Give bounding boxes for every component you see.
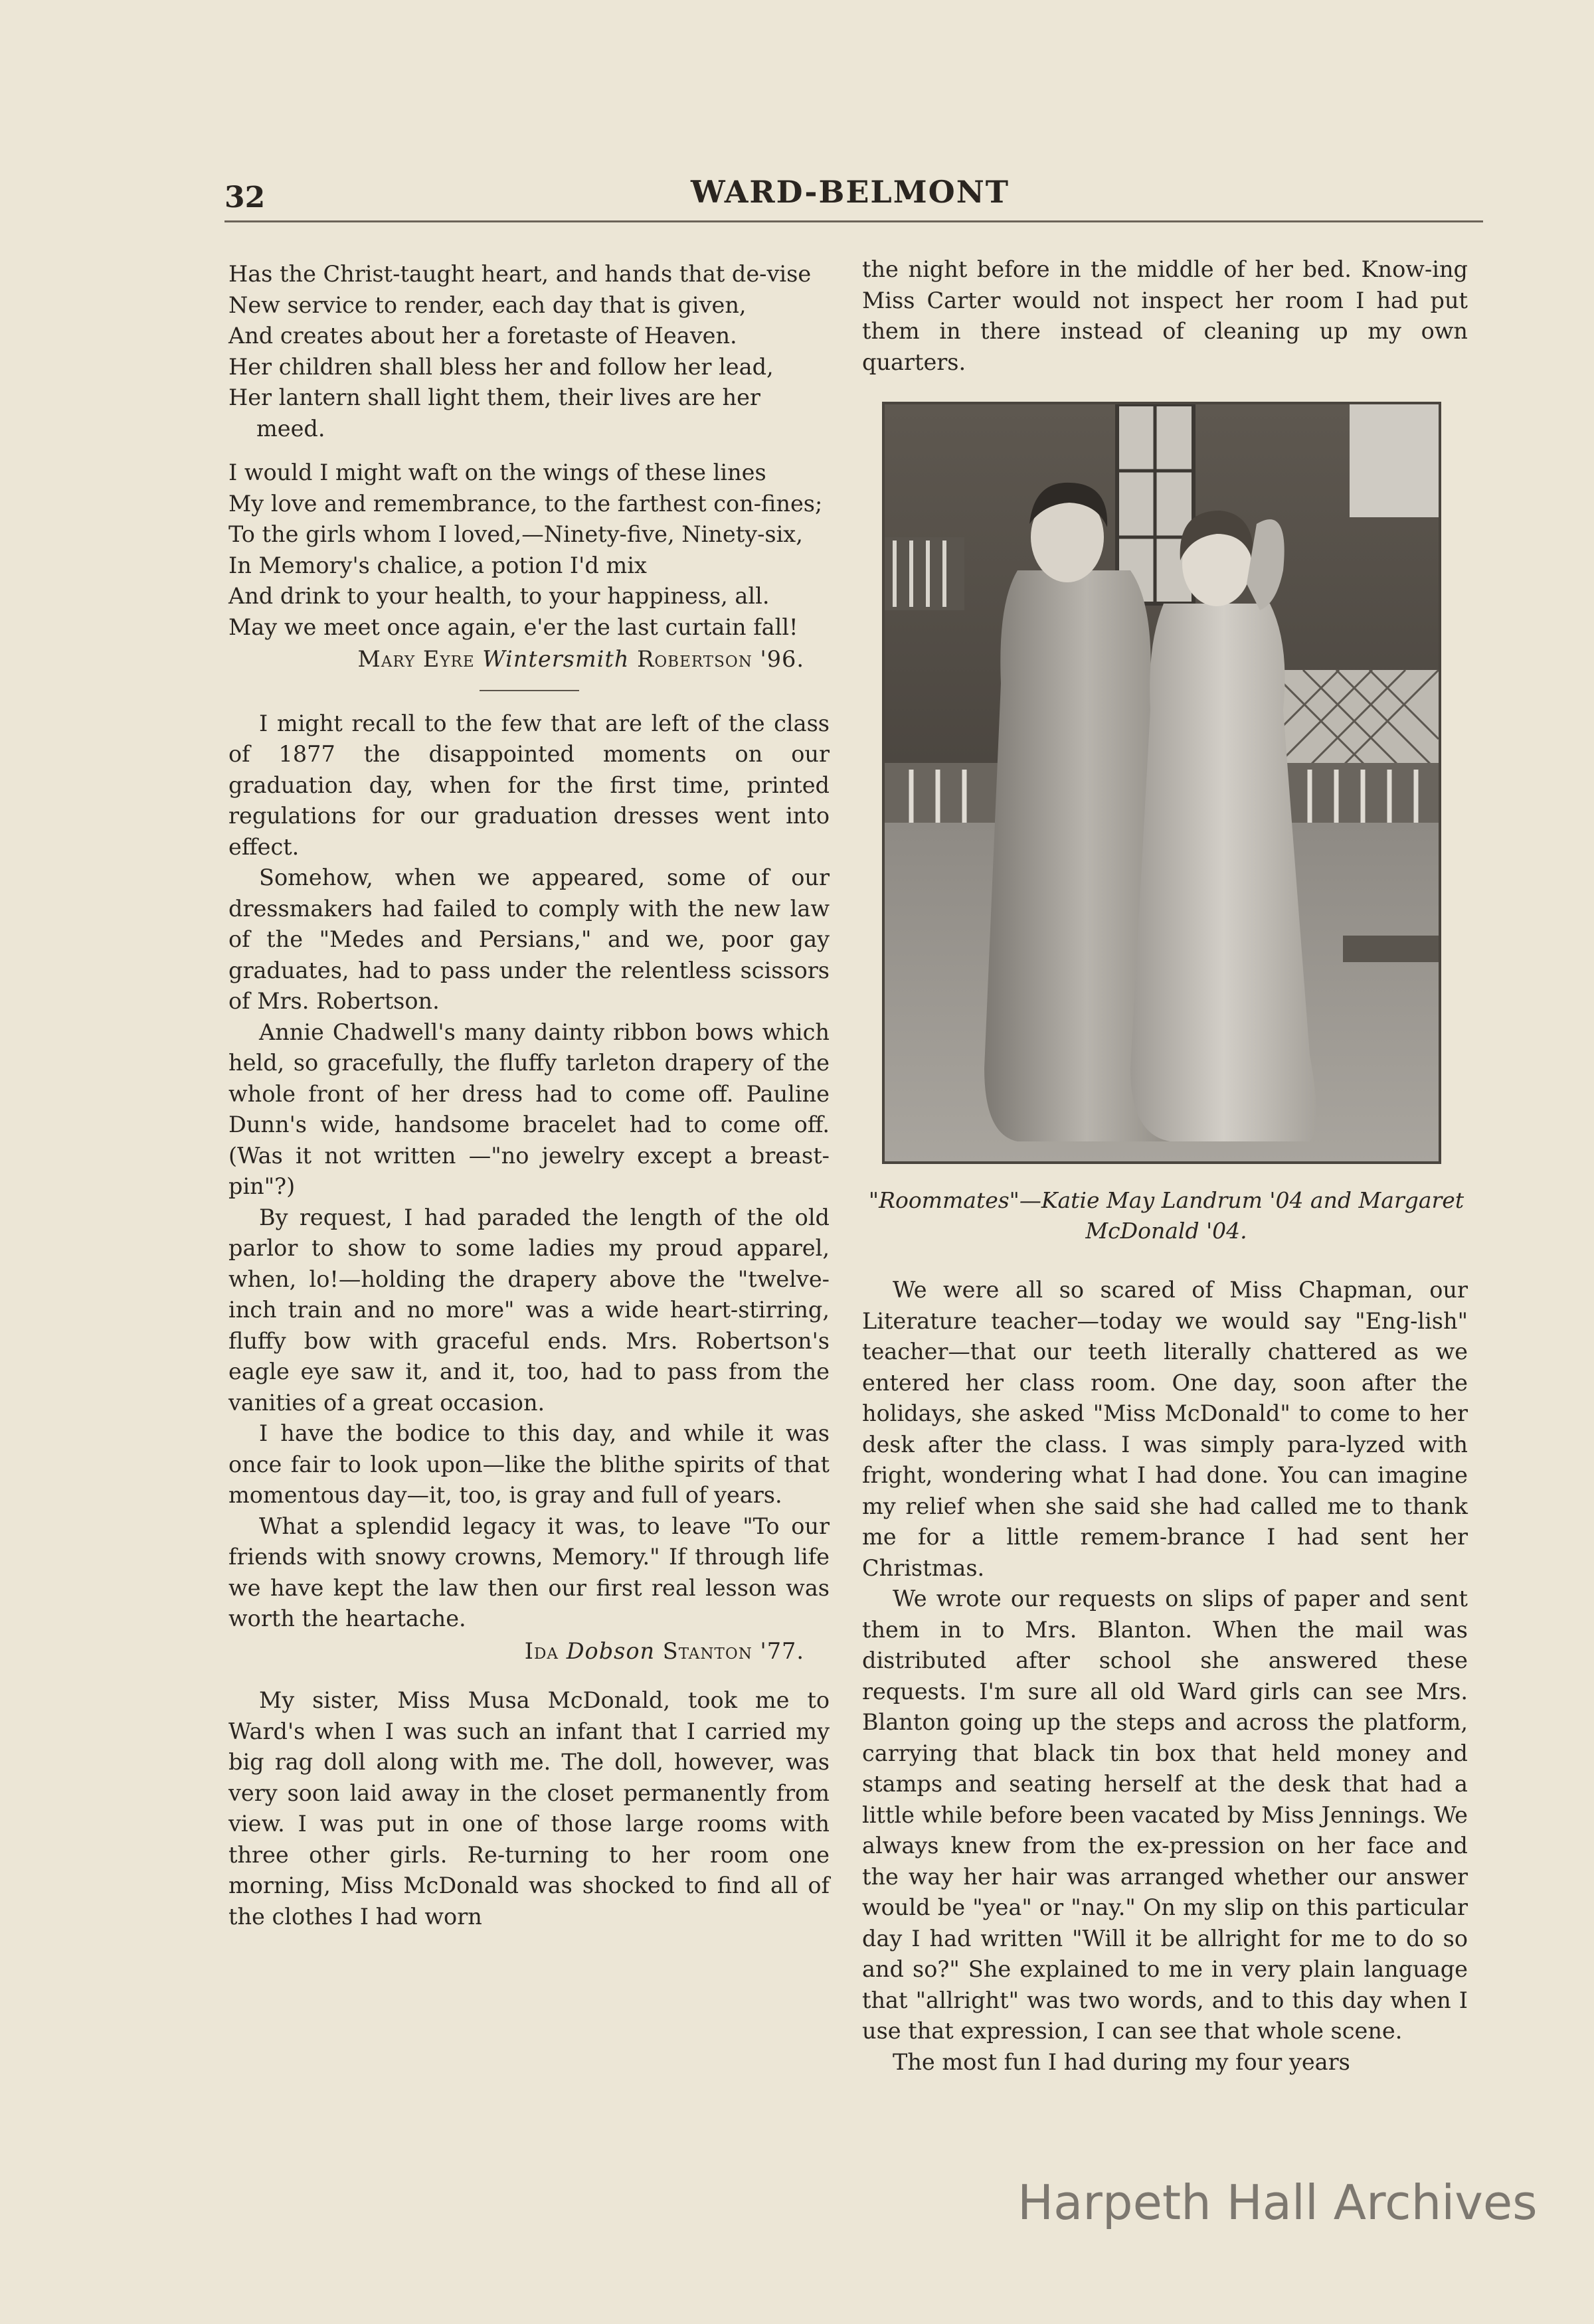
photograph: [882, 402, 1441, 1164]
verse-line: May we meet once again, e'er the last curtain fall!: [228, 614, 798, 640]
sig-last: Stanton '77.: [662, 1637, 804, 1664]
paragraph: By request, I had paraded the length of the old parlor to show to some ladies my proud apparel, when, lo!—holding the drapery above the "twelve-inch train and no more" was a wide heart-stirring, fluffy bow with graceful ends. Mrs. Robertson's eagle eye saw it, and it, too, had to pass from the vanities of a great occasion.: [228, 1204, 830, 1416]
right-column: [862, 254, 1468, 378]
photo-caption: "Roommates"—Katie May Landrum '04 and Margaret McDonald '04.: [868, 1187, 1464, 1244]
verse-line: In Memory's chalice, a potion I'd mix: [228, 552, 647, 578]
sig-middle: Wintersmith: [482, 646, 630, 672]
paragraph: The most fun I had during my four years: [893, 2048, 1350, 2075]
roommates-photo: [885, 404, 1439, 1161]
verse-line: I would I might waft on the wings of these lines: [228, 459, 766, 485]
archive-watermark: Harpeth Hall Archives: [1018, 2175, 1538, 2230]
signature-robertson: [228, 644, 830, 675]
sig-first: Ida: [524, 1637, 559, 1664]
sig-last: Robertson '96.: [637, 646, 804, 672]
paragraph: Somehow, when we appeared, some of our dressmakers had failed to comply with the new law of the "Medes and Persians," and we, poor gay graduates, had to pass under the relentless scissors of Mrs. Robertson.: [228, 865, 830, 1014]
verse-line: To the girls whom I loved,—Ninety-five, Ninety-six,: [228, 521, 803, 547]
paragraph: I have the bodice to this day, and while it was once fair to look upon—like the blithe spirits of that momentous day—it, too, is gray and full of years.: [228, 1420, 830, 1508]
verse-line: Has the Christ-taught heart, and hands that de-vise: [228, 261, 812, 287]
verse-line: Her lantern shall light them, their lives are her meed.: [228, 384, 760, 442]
page-number: 32: [224, 181, 266, 214]
paragraph: My sister, Miss Musa McDonald, took me to Ward's when I was such an infant that I carried my big rag doll along with me. The doll, however, was very soon laid away in the closet permanently from view. I was put in one of those large rooms with three other girls. Re-turning to her room one morning, Miss McDonald was shocked to find all of the clothes I had worn: [228, 1687, 830, 1930]
paragraph: I might recall to the few that are left of the class of 1877 the disappointed moments on our graduation day, when for the first time, printed regulations for our graduation dresses went into effect.: [228, 710, 830, 860]
verse-line: New service to render, each day that is given,: [228, 291, 747, 318]
paragraph: We wrote our requests on slips of paper and sent them in to Mrs. Blanton. When the mail was distributed after school she answered these requests. I'm sure all old Ward girls can see Mrs. Blanton going up the steps and across the platform, carrying that black tin box that held money and stamps and seating herself at the desk that had a little while before been vacated by Miss Jennings. We always knew from the ex-pression on her face and the way her hair was arranged whether our answer would be "yea" or "nay." On my slip on this particular day I had written "Will it be allright for me to do so and so?" She explained to me in very plain language that "allright" was two words, and to this day when I use that expression, I can see that whole scene.: [862, 1586, 1468, 2044]
verse-line: My love and remembrance, to the farthest con-fines;: [228, 490, 823, 517]
running-head: WARD-BELMONT: [691, 174, 1010, 210]
verse-line: And creates about her a foretaste of Heaven.: [228, 323, 737, 349]
paragraph: Annie Chadwell's many dainty ribbon bows which held, so gracefully, the fluffy tarleton drapery of the whole front of her dress had to come off. Pauline Dunn's wide, handsome bracelet had to come off. (Was it not written —"no jewelry except a breast-pin"?): [228, 1019, 830, 1199]
sig-first: Mary Eyre: [357, 646, 475, 672]
verse-line: And drink to your health, to your happiness, all.: [228, 583, 770, 609]
sig-middle: Dobson: [566, 1637, 656, 1664]
sky-corner: [1350, 404, 1439, 517]
signature-stanton: [228, 1636, 830, 1667]
verse-line: Her children shall bless her and follow her lead,: [228, 353, 774, 380]
header-rule: [224, 220, 1483, 222]
paragraph: What a splendid legacy it was, to leave "To our friends with snowy crowns, Memory." If through life we have kept the law then our first real lesson was worth the heartache.: [228, 1513, 830, 1631]
paragraph-continuation: the night before in the middle of her bed. Know-ing Miss Carter would not inspect her room I had put them in there instead of cleaning up my own quarters.: [862, 256, 1468, 375]
bench: [1343, 936, 1439, 962]
left-column: [228, 259, 830, 1932]
right-column-lower: [862, 1275, 1468, 2078]
spacer: [228, 1667, 830, 1685]
paragraph: We were all so scared of Miss Chapman, our Literature teacher—today we would say "Eng-lish" teacher—that our teeth literally chattered as we entered her class room. One day, soon after the holidays, she asked "Miss McDonald" to come to her desk after the class. I was simply para-lyzed with fright, wondering what I had done. You can imagine my relief when she said she had called me to thank me for a little remem-brance I had sent her Christmas.: [862, 1277, 1468, 1581]
verse-stanza-1: [228, 259, 830, 444]
section-separator: [480, 690, 579, 691]
verse-stanza-2: [228, 457, 830, 643]
